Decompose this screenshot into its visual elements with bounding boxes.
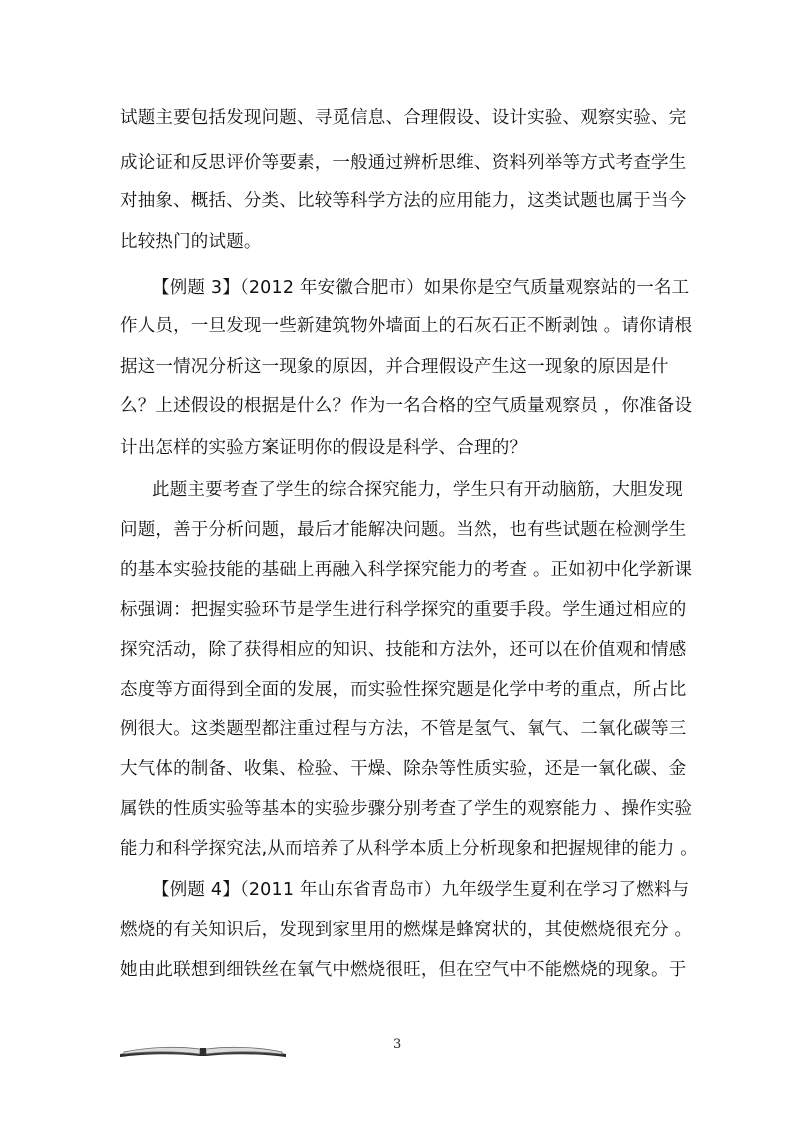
paragraph-start-line: 此题主要考查了学生的综合探究能力，学生只有开动脑筋，大胆发现 [152, 480, 683, 500]
text-line: 比较热门的试题。 [120, 232, 262, 252]
text-line: 问题，善于分析问题，最后才能解决问题。当然，也有些试题在检测学生 [120, 520, 687, 540]
text-line: 的基本实验技能的基础上再融入科学探究能力的考查 。正如初中化学新课 [120, 560, 693, 580]
open-book-footer-icon [118, 1036, 288, 1058]
text-line: 属铁的性质实验等基本的实验步骤分别考查了学生的观察能力 、操作实验 [120, 799, 693, 819]
text-line: 作人员，一旦发现一些新建筑物外墙面上的石灰石正不断剥蚀 。请你请根 [120, 316, 693, 336]
text-line: 态度等方面得到全面的发展，而实验性探究题是化学中考的重点，所占比 [120, 680, 687, 700]
text-line: 标强调：把握实验环节是学生进行科学探究的重要手段。学生通过相应的 [120, 600, 687, 620]
text-line: 成论证和反思评价等要素，一般通过辨析思维、资料列举等方式考查学生 [120, 153, 687, 173]
text-line: 能力和科学探究法,从而培养了从科学本质上分析现象和把握规律的能力 。 [120, 839, 698, 859]
text-line: 试题主要包括发现问题、寻觅信息、合理假设、设计实验、观察实验、完 [120, 108, 687, 128]
text-line: 对抽象、概括、分类、比较等科学方法的应用能力，这类试题也属于当今 [120, 191, 687, 211]
example-4-heading-line: 【例题 4】（2011 年山东省青岛市）九年级学生夏利在学习了燃料与 [152, 880, 690, 900]
text-line: 探究活动，除了获得相应的知识、技能和方法外，还可以在价值观和情感 [120, 640, 687, 660]
text-line: 计出怎样的实验方案证明你的假设是科学、合理的？ [120, 438, 528, 458]
text-line: 燃烧的有关知识后，发现到家里用的燃煤是蜂窝状的，其使燃烧很充分 。 [120, 920, 693, 940]
page-number: 3 [393, 1037, 402, 1052]
example-3-heading-line: 【例题 3】（2012 年安徽合肥市）如果你是空气质量观察站的一名工 [152, 278, 690, 298]
text-line: 大气体的制备、收集、检验、干燥、除杂等性质实验，还是一氧化碳、金 [120, 759, 687, 779]
text-line: 例很大。这类题型都注重过程与方法，不管是氢气、氧气、二氧化碳等三 [120, 719, 687, 739]
text-line: 据这一情况分析这一现象的原因，并合理假设产生这一现象的原因是什 [120, 357, 669, 377]
text-line: 她由此联想到细铁丝在氧气中燃烧很旺，但在空气中不能燃烧的现象。于 [120, 960, 687, 980]
text-line: 么？上述假设的根据是什么？作为一名合格的空气质量观察员 ，你准备设 [120, 396, 693, 416]
